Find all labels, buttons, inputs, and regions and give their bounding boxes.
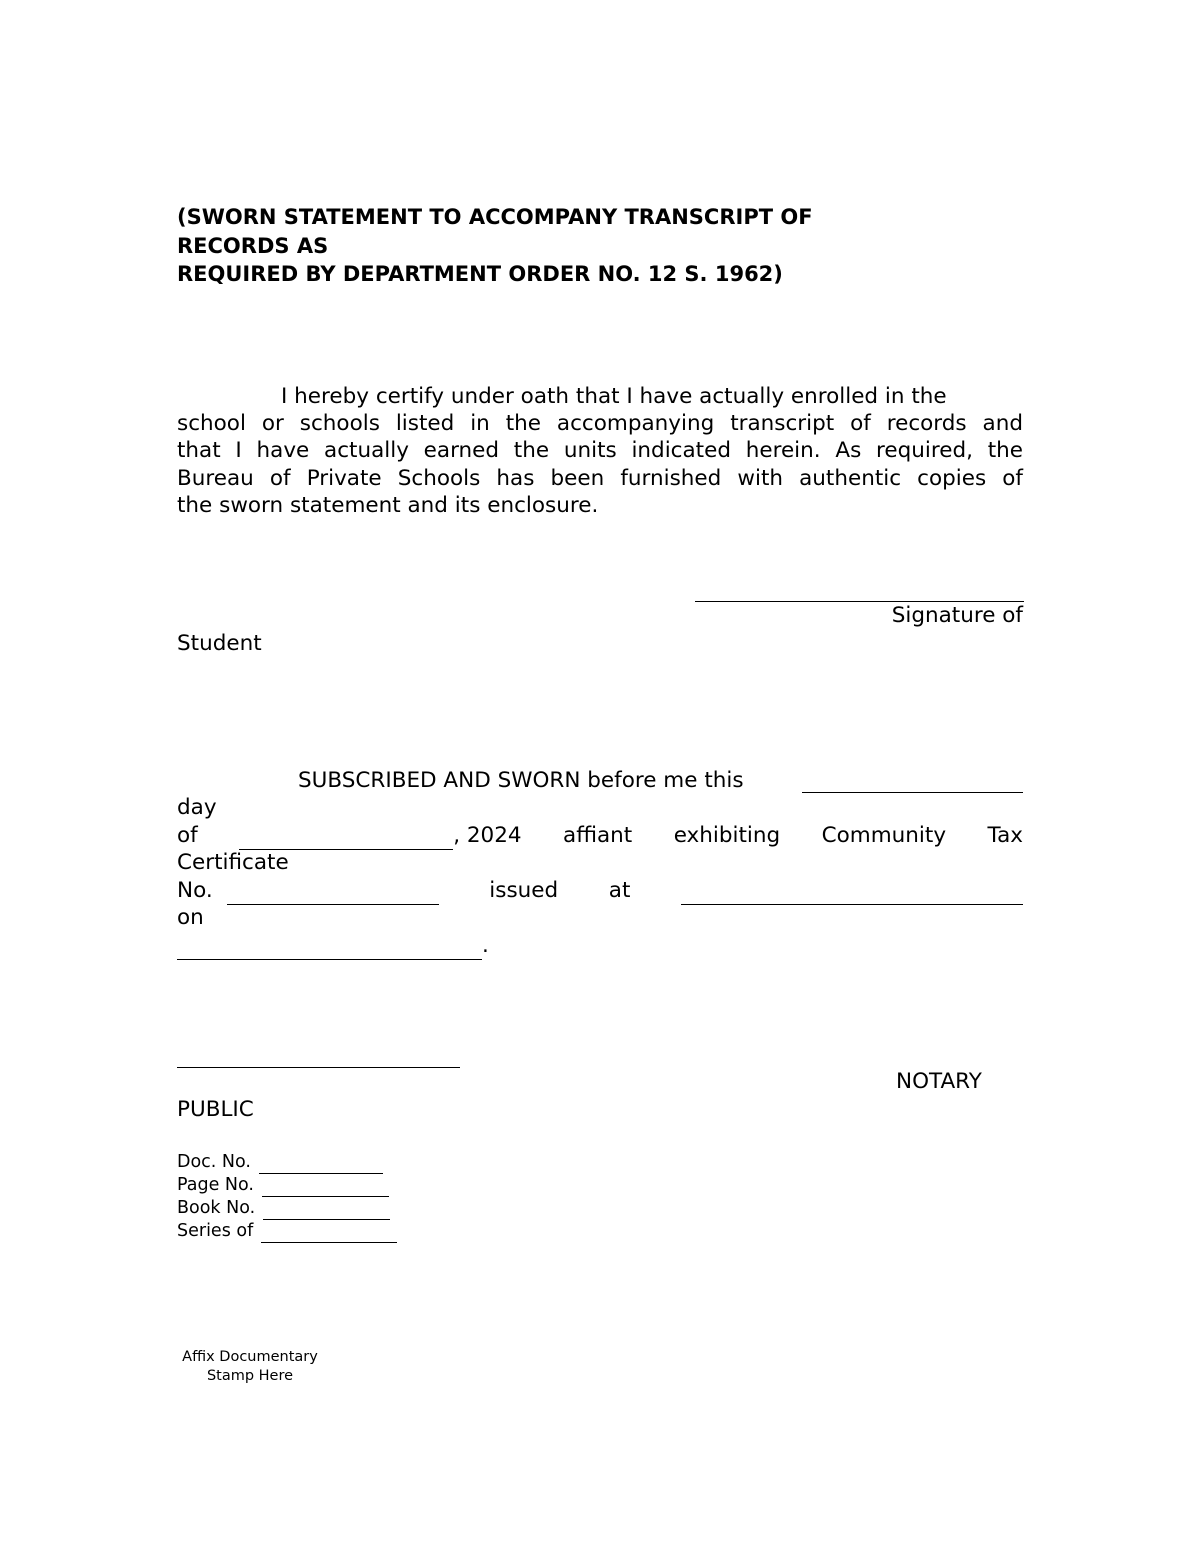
stamp-line-1: Affix Documentary — [182, 1349, 318, 1365]
issued-at-place-blank — [681, 884, 1023, 905]
series-of-row — [177, 1220, 397, 1243]
heading-line-3: REQUIRED BY DEPARTMENT ORDER NO. 12 S. 1962) — [177, 262, 783, 286]
month-field — [239, 822, 521, 850]
book-no-label: Book No. — [177, 1198, 256, 1218]
jurat-certificate: Certificate — [177, 850, 289, 875]
jurat-on: on — [177, 905, 204, 930]
series-of-blank — [261, 1225, 397, 1243]
series-of-label: Series of — [177, 1221, 254, 1241]
documentary-stamp-note — [176, 1348, 324, 1385]
heading-line-2: RECORDS AS — [177, 233, 329, 258]
jurat-day: day — [177, 795, 217, 820]
jurat-issued: issued — [489, 878, 559, 903]
certification-line-4: Bureau of Private Schools has been furnished with authentic copies of — [177, 466, 1023, 491]
heading-line-1: (SWORN STATEMENT TO ACCOMPANY TRANSCRIPT OF — [177, 205, 813, 229]
doc-no-blank — [259, 1156, 383, 1174]
notary-signature-line — [177, 1067, 460, 1068]
book-no-blank — [263, 1202, 390, 1220]
date-day-blank — [802, 792, 1023, 793]
jurat-line-of — [177, 822, 1023, 850]
jurat-intro: SUBSCRIBED AND SWORN before me this — [298, 768, 744, 793]
page-no-label: Page No. — [177, 1175, 254, 1195]
certification-line-1: I hereby certify under oath that I have actually enrolled in the — [281, 384, 947, 409]
jurat-tax: Tax — [987, 823, 1023, 848]
jurat-no: No. — [177, 878, 213, 903]
page-no-row — [177, 1174, 389, 1197]
issued-on-date-blank — [177, 939, 482, 960]
ctc-number-blank — [227, 884, 439, 905]
jurat-exhibiting: exhibiting — [673, 823, 781, 848]
stamp-line-2: Stamp Here — [206, 1367, 294, 1384]
month-blank — [239, 829, 453, 850]
book-no-row — [177, 1197, 390, 1220]
certification-line-2: school or schools listed in the accompanying transcript of records and — [177, 411, 1023, 436]
statement-heading — [177, 203, 813, 289]
page-no-blank — [262, 1179, 389, 1197]
notary-label-part1: NOTARY — [896, 1069, 982, 1094]
jurat-affiant: affiant — [563, 823, 633, 848]
doc-no-label: Doc. No. — [177, 1152, 251, 1172]
certification-line-3: that I have actually earned the units indicated herein. As required, the — [177, 438, 1023, 463]
ctc-number-field — [177, 877, 439, 905]
jurat-at: at — [608, 878, 631, 903]
jurat-period: . — [482, 933, 489, 958]
signature-label-part2: Student — [177, 631, 262, 656]
jurat-line-no — [177, 877, 1023, 905]
jurat-community: Community — [821, 823, 947, 848]
issued-on-date-field — [177, 932, 489, 960]
jurat-year: , 2024 — [453, 823, 522, 848]
certification-line-5: the sworn statement and its enclosure. — [177, 493, 599, 518]
signature-label-part1: Signature of — [891, 603, 1023, 628]
doc-no-row — [177, 1151, 383, 1174]
jurat-of: of — [177, 823, 198, 848]
notary-label-part2: PUBLIC — [177, 1097, 254, 1122]
